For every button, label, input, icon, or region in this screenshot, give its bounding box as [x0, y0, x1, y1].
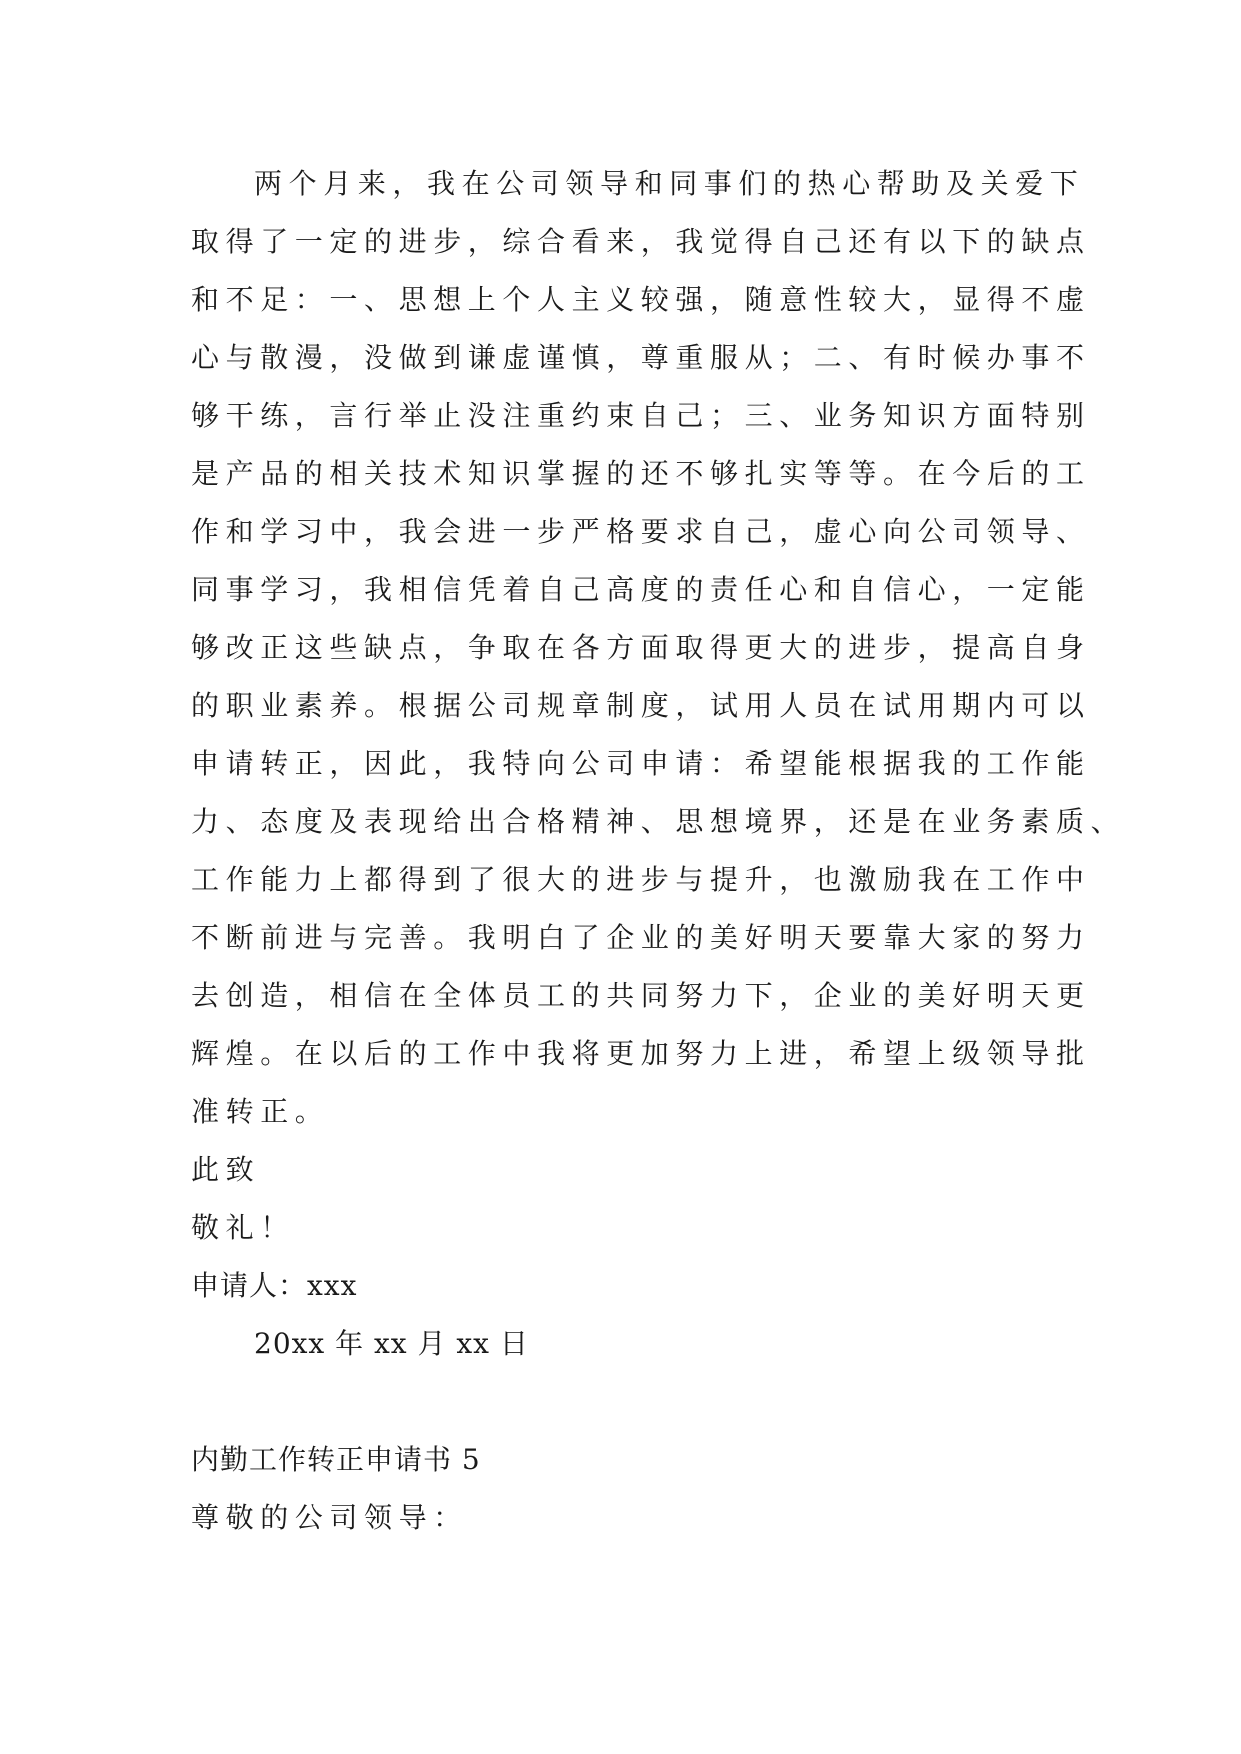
paragraph-line: 不断前进与完善。我明白了企业的美好明天要靠大家的努力	[191, 921, 1091, 954]
date-line: 20xx 年 xx 月 xx 日	[254, 1327, 529, 1360]
closing-line: 此致	[191, 1153, 261, 1186]
paragraph-line: 是产品的相关技术知识掌握的还不够扎实等等。在今后的工	[191, 457, 1091, 490]
paragraph-line: 力、态度及表现给出合格精神、思想境界，还是在业务素质、	[191, 805, 1126, 838]
paragraph-line: 辉煌。在以后的工作中我将更加努力上进，希望上级领导批	[191, 1037, 1091, 1070]
paragraph-line: 申请转正，因此，我特向公司申请：希望能根据我的工作能	[191, 747, 1091, 780]
paragraph-line: 去创造，相信在全体员工的共同努力下，企业的美好明天更	[191, 979, 1091, 1012]
paragraph-line: 作和学习中，我会进一步严格要求自己，虚心向公司领导、	[191, 515, 1091, 548]
paragraph-line: 同事学习，我相信凭着自己高度的责任心和自信心，一定能	[191, 573, 1091, 606]
paragraph-line: 两个月来，我在公司领导和同事们的热心帮助及关爱下	[254, 167, 1085, 200]
paragraph-line: 够改正这些缺点，争取在各方面取得更大的进步，提高自身	[191, 631, 1091, 664]
paragraph-line: 心与散漫，没做到谦虚谨慎，尊重服从；二、有时候办事不	[191, 341, 1091, 374]
paragraph-line: 和不足：一、思想上个人主义较强，随意性较大，显得不虚	[191, 283, 1091, 316]
next-section-title: 内勤工作转正申请书 5	[191, 1443, 481, 1476]
applicant-line: 申请人：xxx	[191, 1269, 358, 1302]
next-salutation: 尊敬的公司领导：	[191, 1501, 468, 1534]
paragraph-line: 够干练，言行举止没注重约束自己；三、业务知识方面特别	[191, 399, 1091, 432]
paragraph-line: 工作能力上都得到了很大的进步与提升，也激励我在工作中	[191, 863, 1091, 896]
paragraph-line: 准转正。	[191, 1095, 330, 1128]
paragraph-line: 的职业素养。根据公司规章制度，试用人员在试用期内可以	[191, 689, 1091, 722]
closing-salute: 敬礼！	[191, 1211, 295, 1244]
paragraph-line: 取得了一定的进步，综合看来，我觉得自己还有以下的缺点	[191, 225, 1091, 258]
